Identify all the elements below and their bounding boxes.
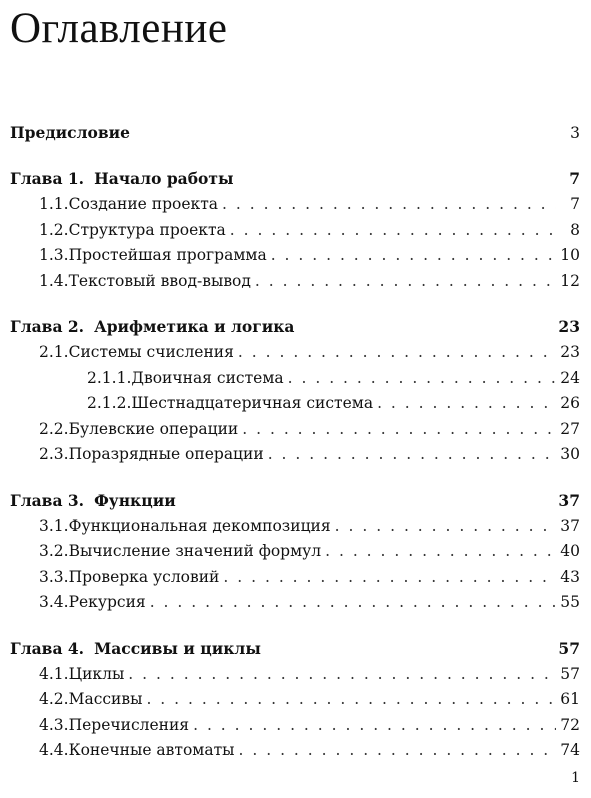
section-number: 1.4. xyxy=(39,271,69,290)
chapter-label: Глава 4. xyxy=(10,638,85,658)
section-title: Поразрядные операции xyxy=(68,445,264,463)
dot-leader xyxy=(128,662,556,688)
section-title: Вычисление значений формул xyxy=(68,542,322,560)
section-number: 3.1. xyxy=(39,516,69,535)
toc-chapter-2[interactable] xyxy=(10,314,580,340)
toc-entry-title: Предисловие xyxy=(10,123,130,142)
toc-section-3-3[interactable] xyxy=(10,565,580,591)
chapter-label: Глава 1. xyxy=(10,169,85,188)
toc-subsection-2-1-2[interactable] xyxy=(10,391,580,417)
section-title: Перечисления xyxy=(68,715,190,734)
section-number: 2.3. xyxy=(39,445,69,463)
toc-entry-page: 3 xyxy=(570,124,580,142)
toc-chapter-4[interactable] xyxy=(10,636,580,662)
toc-subsection-2-1-1[interactable] xyxy=(10,366,580,392)
section-number: 3.3. xyxy=(39,567,69,586)
dot-leader xyxy=(239,738,556,764)
section-page: 10 xyxy=(560,246,580,264)
toc-heading: Оглавление xyxy=(10,5,228,52)
section-number: 3.4. xyxy=(39,593,69,611)
chapter-title: Арифметика и логика xyxy=(94,317,295,336)
dot-leader xyxy=(255,269,556,295)
section-number: 1.3. xyxy=(39,246,69,264)
dot-leader xyxy=(335,514,556,540)
document-page xyxy=(10,0,580,798)
subsection-title: Шестнадцатеричная система xyxy=(131,394,374,412)
section-page: 57 xyxy=(560,664,580,683)
section-number: 4.4. xyxy=(39,741,69,759)
section-page: 55 xyxy=(560,593,580,611)
section-page: 30 xyxy=(560,445,580,463)
section-page: 27 xyxy=(560,419,580,438)
toc-section-3-4[interactable] xyxy=(10,590,580,616)
subsection-page: 24 xyxy=(560,368,580,387)
section-title: Проверка условий xyxy=(68,567,220,586)
section-number: 4.3. xyxy=(39,715,69,734)
chapter-title: Массивы и циклы xyxy=(94,638,261,658)
section-title: Структура проекта xyxy=(68,220,226,239)
section-number: 4.2. xyxy=(39,690,69,708)
dot-leader xyxy=(377,391,556,417)
section-title: Массивы xyxy=(68,690,143,708)
section-title: Создание проекта xyxy=(68,195,219,213)
section-page: 72 xyxy=(560,715,580,734)
section-number: 2.1. xyxy=(39,343,69,361)
toc-chapter-1[interactable] xyxy=(10,166,580,192)
page-number: 1 xyxy=(571,770,580,786)
toc-section-2-1[interactable] xyxy=(10,340,580,366)
section-number: 4.1. xyxy=(39,664,69,683)
dot-leader xyxy=(268,442,556,468)
subsection-title: Двоичная система xyxy=(131,368,284,387)
section-page: 40 xyxy=(560,542,580,560)
dot-leader xyxy=(288,366,556,392)
section-page: 37 xyxy=(560,516,580,535)
toc-entry-preface[interactable] xyxy=(10,120,580,146)
dot-leader xyxy=(150,590,556,616)
section-number: 3.2. xyxy=(39,542,69,560)
dot-leader xyxy=(230,218,556,244)
section-title: Конечные автоматы xyxy=(68,741,235,759)
toc-section-3-2[interactable] xyxy=(10,539,580,565)
chapter-title: Функции xyxy=(94,490,176,510)
subsection-number: 2.1.1. xyxy=(87,368,132,387)
subsection-page: 26 xyxy=(560,394,580,412)
chapter-page: 7 xyxy=(569,169,580,188)
table-of-contents xyxy=(10,120,580,764)
subsection-number: 2.1.2. xyxy=(87,394,132,412)
toc-section-2-2[interactable] xyxy=(10,417,580,443)
section-title: Булевские операции xyxy=(68,419,239,438)
toc-section-4-3[interactable] xyxy=(10,713,580,739)
section-title: Текстовый ввод-вывод xyxy=(68,271,251,290)
toc-section-1-3[interactable] xyxy=(10,243,580,269)
dot-leader xyxy=(242,417,556,443)
dot-leader xyxy=(146,687,556,713)
toc-section-2-3[interactable] xyxy=(10,442,580,468)
dot-leader xyxy=(222,192,556,218)
dot-leader xyxy=(325,539,556,565)
chapter-page: 57 xyxy=(558,638,580,658)
section-title: Функциональная декомпозиция xyxy=(68,516,331,535)
chapter-page: 37 xyxy=(558,490,580,510)
section-page: 61 xyxy=(560,690,580,708)
dot-leader xyxy=(238,340,556,366)
dot-leader xyxy=(223,565,556,591)
toc-section-1-4[interactable] xyxy=(10,269,580,295)
toc-section-3-1[interactable] xyxy=(10,514,580,540)
chapter-title: Начало работы xyxy=(94,169,234,188)
toc-section-4-4[interactable] xyxy=(10,738,580,764)
section-number: 1.2. xyxy=(39,220,69,239)
section-title: Рекурсия xyxy=(68,593,146,611)
section-page: 74 xyxy=(560,741,580,759)
toc-section-1-1[interactable] xyxy=(10,192,580,218)
chapter-page: 23 xyxy=(558,317,580,336)
toc-chapter-3[interactable] xyxy=(10,488,580,514)
chapter-label: Глава 3. xyxy=(10,490,85,510)
section-number: 1.1. xyxy=(39,195,69,213)
section-page: 23 xyxy=(560,343,580,361)
section-title: Системы счисления xyxy=(68,343,234,361)
toc-section-1-2[interactable] xyxy=(10,218,580,244)
chapter-label: Глава 2. xyxy=(10,317,85,336)
dot-leader xyxy=(271,243,556,269)
section-number: 2.2. xyxy=(39,419,69,438)
section-page: 43 xyxy=(560,567,580,586)
section-page: 12 xyxy=(560,271,580,290)
dot-leader xyxy=(193,713,556,739)
section-page: 7 xyxy=(570,195,580,213)
section-page: 8 xyxy=(570,220,580,239)
toc-section-4-1[interactable] xyxy=(10,662,580,688)
section-title: Простейшая программа xyxy=(68,246,267,264)
section-title: Циклы xyxy=(68,664,125,683)
toc-section-4-2[interactable] xyxy=(10,687,580,713)
